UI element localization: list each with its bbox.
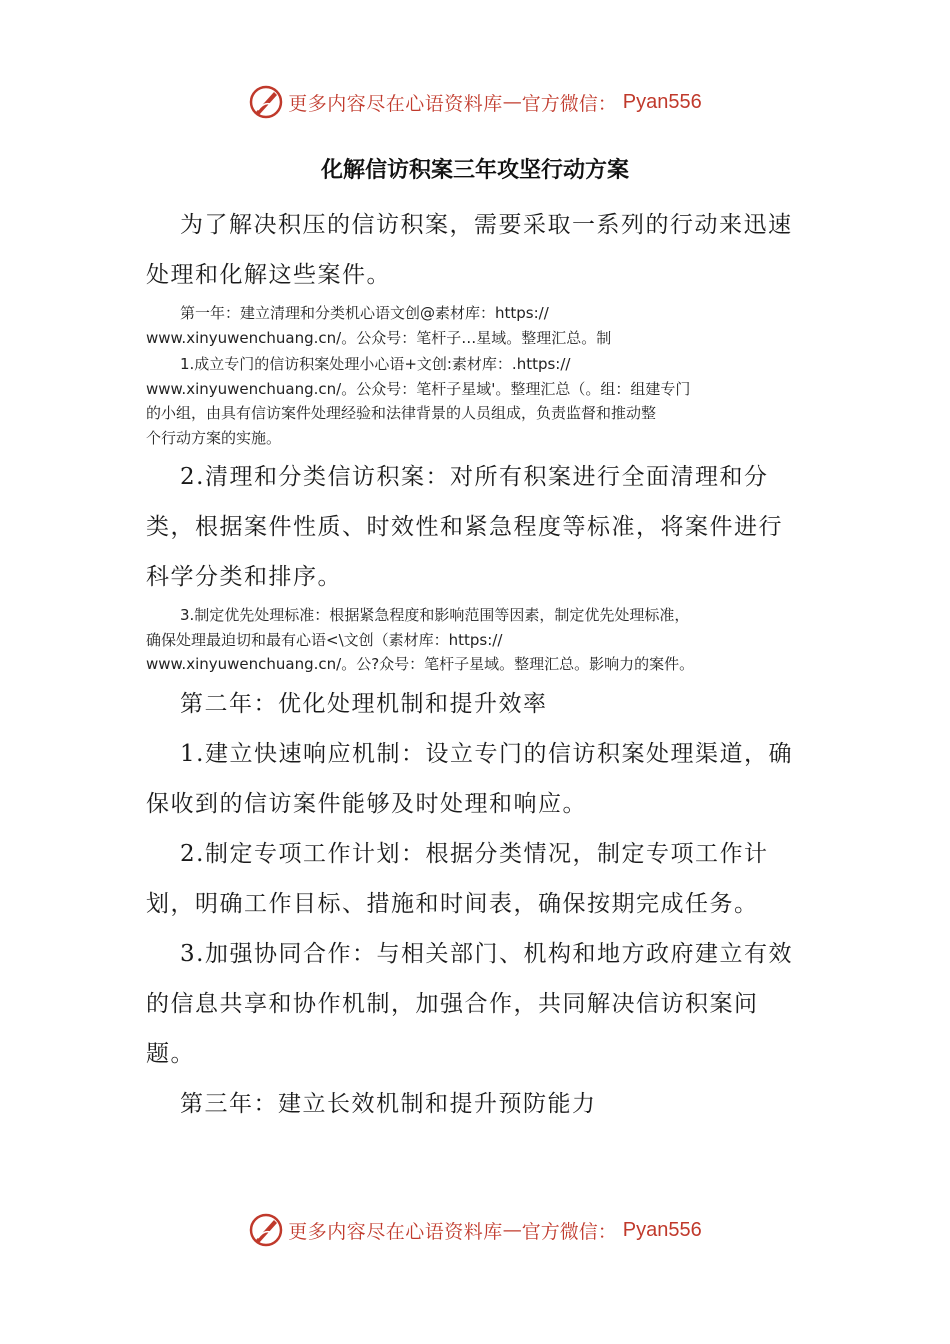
text-line: www.xinyuwenchuang.cn/。公众号：笔杆子星域'。整理汇总（。组：组建专门 (146, 379, 691, 398)
year1-heading-paragraph (146, 301, 802, 350)
year3-heading: 第三年：建立长效机制和提升预防能力 (180, 1090, 597, 1117)
text-line: 3.制定优先处理标准：根据紧急程度和影响范围等因素，制定优先处理标准， (180, 606, 690, 624)
year1-item1-paragraph (146, 352, 802, 450)
banner-separator: — (502, 91, 522, 113)
year1-item2-paragraph: 2.清理和分类信访积案：对所有积案进行全面清理和分类，根据案件性质、时效性和紧急程度等标准，将案件进行科学分类和排序。 (146, 464, 783, 590)
banner-separator: — (502, 1219, 522, 1241)
banner-main-text: 更多内容尽在心语资料库 (288, 92, 503, 115)
intro-paragraph: 为了解决积压的信访积案，需要采取一系列的行动来迅速处理和化解这些案件。 (146, 212, 793, 288)
year2-item1-paragraph: 1.建立快速响应机制：设立专门的信访积案处理渠道，确保收到的信访案件能够及时处理和响应。 (146, 740, 793, 817)
text-line: 第一年：建立清理和分类机心语文创@素材库：https:// (180, 304, 549, 322)
document-body (146, 200, 802, 1129)
footer-watermark-banner (0, 1210, 950, 1250)
banner-main-text: 更多内容尽在心语资料库 (288, 1220, 503, 1243)
text-line: 的小组，由具有信访案件处理经验和法律背景的人员组成，负责监督和推动整 (146, 404, 657, 422)
text-line: 个行动方案的实施。 (146, 428, 282, 447)
banner-wechat-id: Pyan556 (622, 1218, 702, 1241)
year1-item3-paragraph (146, 603, 802, 677)
banner-wechat-label: 官方微信： (521, 92, 617, 115)
banner-wechat-label: 官方微信： (521, 1220, 617, 1243)
pen-logo-icon (248, 84, 284, 120)
text-line: www.xinyuwenchuang.cn/。公?众号：笔杆子星域。整理汇总。影响力的案件。 (146, 655, 695, 673)
text-line: 1.成立专门的信访积案处理小心语+文创:素材库：.https:// (180, 355, 571, 373)
year2-item2-paragraph: 2.制定专项工作计划：根据分类情况，制定专项工作计划，明确工作目标、措施和时间表，确保按期完成任务。 (146, 840, 769, 917)
text-line: 确保处理最迫切和最有心语<\文创（素材库：https:// (146, 630, 503, 649)
header-watermark-banner (0, 82, 950, 122)
year2-heading: 第二年：优化处理机制和提升效率 (180, 690, 548, 717)
banner-wechat-id: Pyan556 (622, 90, 702, 113)
document-title: 化解信访积案三年攻坚行动方案 (320, 158, 629, 183)
text-line: www.xinyuwenchuang.cn/。公众号：笔杆子…星域。整理汇总。制 (146, 328, 612, 347)
year2-item3-paragraph: 3.加强协同合作：与相关部门、机构和地方政府建立有效的信息共享和协作机制，加强合作，共同解决信访积案问题。 (146, 940, 793, 1067)
pen-logo-icon (248, 1212, 284, 1248)
